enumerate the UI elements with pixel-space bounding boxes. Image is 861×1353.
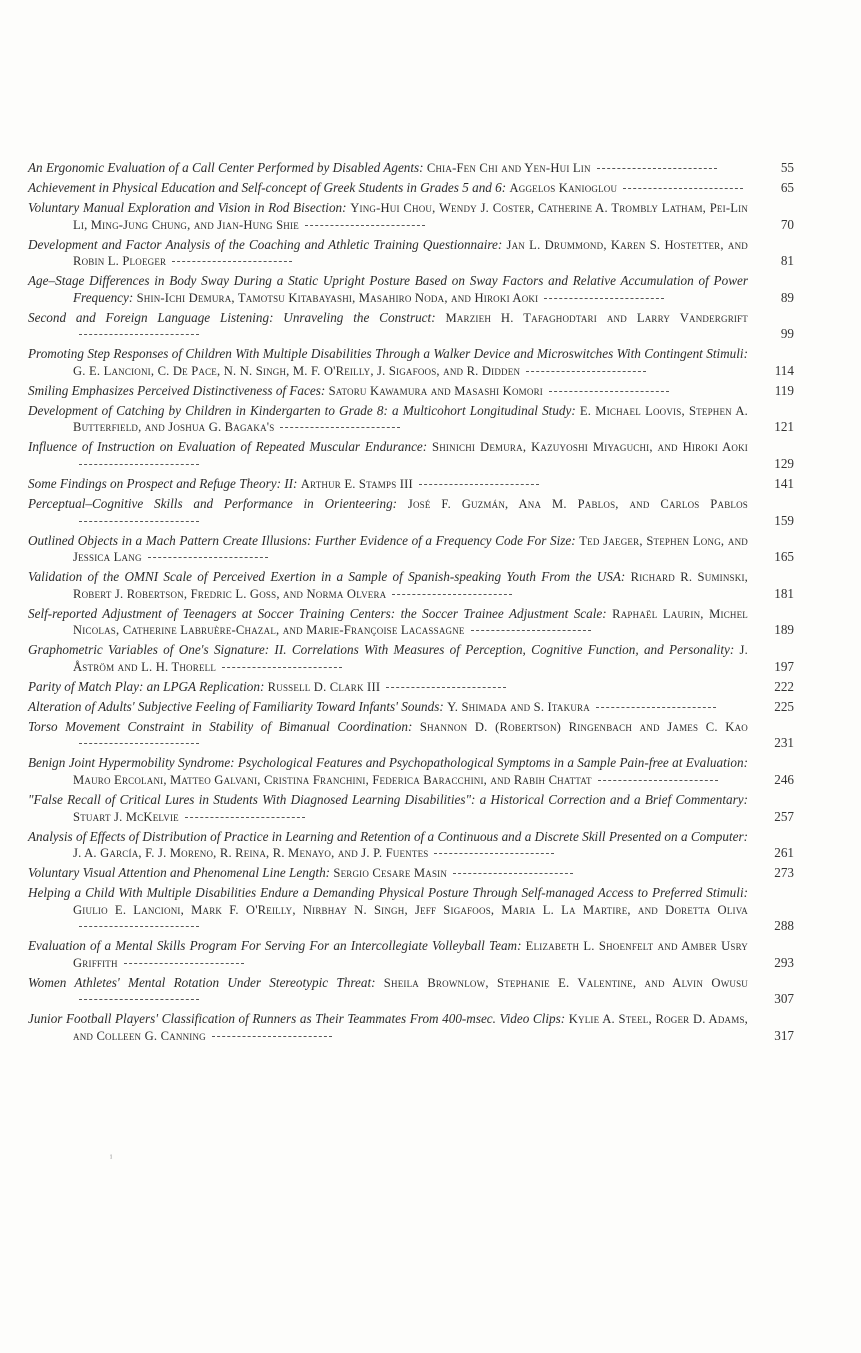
page-number: 141 bbox=[774, 476, 794, 491]
article-authors: Sergio Cesare Masin bbox=[333, 866, 448, 881]
dot-leader bbox=[419, 484, 539, 485]
toc-entry[interactable] bbox=[28, 1011, 798, 1044]
toc-entry-text bbox=[28, 885, 748, 935]
toc-entry-text bbox=[28, 310, 748, 343]
dot-leader bbox=[79, 999, 199, 1000]
page-number: 257 bbox=[774, 808, 794, 824]
article-title: Helping a Child With Multiple Disabilities Endure a Demanding Physical Posture Through Self-managed Access to Preferred Stimuli: bbox=[28, 885, 748, 901]
page-number: 165 bbox=[774, 549, 794, 565]
toc-entry[interactable] bbox=[28, 496, 798, 529]
page-number: 273 bbox=[774, 865, 794, 881]
toc-entry[interactable] bbox=[28, 476, 798, 493]
toc-entry-text bbox=[28, 160, 748, 177]
article-authors: Sheila Brownlow, Stephanie E. Valentine, and Alvin Owusu bbox=[383, 975, 748, 990]
article-authors: Shin-Ichi Demura, Tamotsu Kitabayashi, Masahiro Noda, and Hiroki Aoki bbox=[136, 290, 539, 305]
page-number: 181 bbox=[774, 585, 794, 601]
article-authors: J. A. García, F. J. Moreno, R. Reina, R. Menayo, and J. P. Fuentes bbox=[73, 846, 429, 861]
page-number: 121 bbox=[774, 419, 794, 435]
dot-leader bbox=[623, 188, 743, 189]
toc-entry[interactable] bbox=[28, 755, 798, 788]
article-authors: Shannon D. (Robertson) Ringenbach and James C. Kao bbox=[419, 719, 748, 734]
dot-leader bbox=[392, 594, 512, 595]
article-authors: Raphaël Laurin, Michel Nicolas, Catherine Labruère-Chazal, and Marie-Françoise Lacassagne bbox=[73, 606, 748, 638]
page-speck: ⁱ bbox=[110, 1153, 113, 1165]
page-number: 55 bbox=[780, 160, 794, 175]
page-number: 99 bbox=[780, 326, 794, 342]
toc-entry[interactable] bbox=[28, 533, 798, 566]
page-number: 293 bbox=[774, 954, 794, 970]
toc-entry[interactable] bbox=[28, 346, 798, 379]
article-title: An Ergonomic Evaluation of a Call Center Performed by Disabled Agents: bbox=[28, 160, 424, 175]
toc-entry[interactable] bbox=[28, 237, 798, 270]
toc-entry[interactable] bbox=[28, 383, 798, 400]
toc-entry-text bbox=[28, 792, 748, 825]
toc-entry-text bbox=[28, 476, 748, 493]
article-authors: E. Michael Loovis, Stephen A. Butterfield, and Joshua G. Bagaka's bbox=[73, 403, 748, 435]
article-authors: Jan L. Drummond, Karen S. Hostetter, and Robin L. Ploeger bbox=[73, 237, 749, 269]
article-authors: Russell D. Clark III bbox=[267, 679, 381, 694]
page-number: 119 bbox=[774, 382, 794, 398]
toc-entry[interactable] bbox=[28, 180, 798, 197]
toc-entry-text bbox=[28, 200, 748, 233]
toc-entry[interactable] bbox=[28, 569, 798, 602]
page-number: 222 bbox=[774, 678, 794, 694]
page-number: 70 bbox=[780, 216, 794, 232]
article-title: Influence of Instruction on Evaluation of Repeated Muscular Endurance: bbox=[28, 439, 428, 455]
toc-entry-text bbox=[28, 1011, 748, 1044]
dot-leader bbox=[280, 427, 400, 428]
page-number: 129 bbox=[774, 456, 794, 472]
toc-entry[interactable] bbox=[28, 403, 798, 436]
toc-entry-text bbox=[28, 642, 748, 675]
article-title: Achievement in Physical Education and Self-concept of Greek Students in Grades 5 and 6: bbox=[28, 179, 507, 195]
article-authors: Ted Jaeger, Stephen Long, and Jessica Lang bbox=[73, 533, 749, 565]
article-authors: Satoru Kawamura and Masashi Komori bbox=[328, 383, 543, 398]
toc-entry[interactable] bbox=[28, 719, 798, 752]
article-authors: G. E. Lancioni, C. De Pace, N. N. Singh, M. F. O'Reilly, J. Sigafoos, and R. Didden bbox=[73, 363, 521, 378]
article-title: "False Recall of Critical Lures in Students With Diagnosed Learning Disabilities": a Historical Correction and a Brief Commentary: bbox=[28, 792, 748, 807]
article-title: Some Findings on Prospect and Refuge Theory: II: bbox=[28, 476, 298, 491]
toc-entry-text bbox=[28, 533, 748, 566]
dot-leader bbox=[305, 225, 425, 226]
article-title: Development and Factor Analysis of the Coaching and Athletic Training Questionnaire: bbox=[28, 236, 503, 252]
page-number: 65 bbox=[780, 179, 794, 195]
toc-entry-text bbox=[28, 606, 748, 639]
page-number: 225 bbox=[774, 698, 794, 714]
toc-entry-text bbox=[28, 699, 748, 716]
toc-entry[interactable] bbox=[28, 938, 798, 971]
article-authors: Marzieh H. Tafaghodtari and Larry Vandergrift bbox=[445, 310, 748, 325]
page-number: 261 bbox=[774, 845, 794, 861]
toc-entry[interactable] bbox=[28, 200, 798, 233]
toc-entry-text bbox=[28, 237, 748, 270]
page-number: 189 bbox=[774, 622, 794, 638]
toc-entry-text bbox=[28, 679, 748, 696]
toc-entry-text bbox=[28, 569, 748, 602]
article-authors: José F. Guzmán, Ana M. Pablos, and Carlos Pablos bbox=[407, 496, 749, 511]
article-title: Evaluation of a Mental Skills Program For Serving For an Intercollegiate Volleyball Team: bbox=[28, 938, 522, 954]
article-title: Analysis of Effects of Distribution of Practice in Learning and Retention of a Continuous and a Discrete Skill Presented on a Computer: bbox=[28, 828, 748, 844]
article-authors: Stuart J. McKelvie bbox=[73, 809, 179, 824]
page-number: 159 bbox=[774, 512, 794, 528]
page-number: 197 bbox=[774, 658, 794, 674]
article-title: Voluntary Manual Exploration and Vision in Rod Bisection: bbox=[28, 199, 347, 215]
dot-leader bbox=[596, 707, 716, 708]
article-title: Second and Foreign Language Listening: Unraveling the Construct: bbox=[28, 309, 436, 325]
toc-entry[interactable] bbox=[28, 160, 798, 177]
dot-leader bbox=[79, 926, 199, 927]
toc-entry-text bbox=[28, 273, 748, 306]
dot-leader bbox=[597, 168, 717, 169]
article-title: Perceptual–Cognitive Skills and Performance in Orienteering: bbox=[28, 495, 398, 511]
toc-entry[interactable] bbox=[28, 310, 798, 343]
toc-entry[interactable] bbox=[28, 699, 798, 716]
table-of-contents bbox=[28, 160, 798, 1048]
page-number: 81 bbox=[780, 253, 794, 269]
article-title: Validation of the OMNI Scale of Perceived Exertion in a Sample of Spanish-speaking Youth From the USA: bbox=[28, 569, 626, 585]
dot-leader bbox=[598, 780, 718, 781]
article-title: Development of Catching by Children in Kindergarten to Grade 8: a Multicohort Longitudinal Study: bbox=[28, 402, 576, 418]
page-number: 231 bbox=[774, 735, 794, 751]
dot-leader bbox=[544, 298, 664, 299]
page-number: 307 bbox=[774, 991, 794, 1007]
dot-leader bbox=[172, 261, 292, 262]
dot-leader bbox=[386, 687, 506, 688]
page-number: 89 bbox=[780, 289, 794, 305]
page-number: 317 bbox=[774, 1028, 794, 1044]
article-title: Outlined Objects in a Mach Pattern Create Illusions: Further Evidence of a Frequency Code For Size: bbox=[28, 532, 576, 548]
toc-entry[interactable] bbox=[28, 829, 798, 862]
toc-entry[interactable] bbox=[28, 642, 798, 675]
page-number: 114 bbox=[774, 362, 794, 378]
article-title: Smiling Emphasizes Perceived Distinctiveness of Faces: bbox=[28, 382, 326, 398]
toc-entry-text bbox=[28, 719, 748, 752]
toc-entry-text bbox=[28, 865, 748, 882]
dot-leader bbox=[79, 464, 199, 465]
toc-entry-text bbox=[28, 439, 748, 472]
dot-leader bbox=[549, 391, 669, 392]
article-authors: Elizabeth L. Shoenfelt and Amber Usry Griffith bbox=[73, 939, 748, 970]
article-title: Self-reported Adjustment of Teenagers at Soccer Training Centers: the Soccer Trainee Adjustment Scale: bbox=[28, 605, 607, 621]
toc-entry[interactable] bbox=[28, 606, 798, 639]
article-title: Promoting Step Responses of Children With Multiple Disabilities Through a Walker Device and Microswitches With Contingent Stimuli: bbox=[28, 346, 748, 362]
article-authors: J. Åström and L. H. Thorell bbox=[73, 643, 748, 674]
article-authors: Richard R. Suminski, Robert J. Robertson, Fredric L. Goss, and Norma Olvera bbox=[73, 570, 749, 601]
article-authors: Chia-Fen Chi and Yen-Hui Lin bbox=[426, 161, 591, 175]
article-title: Torso Movement Constraint in Stability of Bimanual Coordination: bbox=[28, 718, 413, 734]
article-authors: Kylie A. Steel, Roger D. Adams, and Colleen G. Canning bbox=[73, 1012, 749, 1044]
page-number: 288 bbox=[774, 918, 794, 934]
page-number: 246 bbox=[774, 772, 794, 788]
dot-leader bbox=[79, 334, 199, 335]
dot-leader bbox=[148, 557, 268, 558]
article-authors: Y. Shimada and S. Itakura bbox=[447, 699, 590, 714]
dot-leader bbox=[212, 1036, 332, 1037]
toc-entry-text bbox=[28, 346, 748, 379]
dot-leader bbox=[526, 371, 646, 372]
dot-leader bbox=[79, 743, 199, 744]
article-title: Women Athletes' Mental Rotation Under Stereotypic Threat: bbox=[28, 974, 376, 990]
toc-entry[interactable] bbox=[28, 679, 798, 696]
article-title: Alteration of Adults' Subjective Feeling of Familiarity Toward Infants' Sounds: bbox=[28, 698, 444, 714]
dot-leader bbox=[79, 521, 199, 522]
dot-leader bbox=[471, 630, 591, 631]
dot-leader bbox=[434, 853, 554, 854]
dot-leader bbox=[185, 817, 305, 818]
article-authors: Mauro Ercolani, Matteo Galvani, Cristina Franchini, Federica Baracchini, and Rabih Chattat bbox=[73, 773, 592, 788]
dot-leader bbox=[124, 963, 244, 964]
article-authors: Ying-Hui Chou, Wendy J. Coster, Catherine A. Trombly Latham, Pei-Lin Li, Ming-Jung Chung, and Jian-Hung Shie bbox=[73, 200, 749, 232]
toc-entry-text bbox=[28, 975, 748, 1008]
article-authors: Giulio E. Lancioni, Mark F. O'Reilly, Nirbhay N. Singh, Jeff Sigafoos, Maria L. La Martire, and Doretta Oliva bbox=[73, 902, 748, 917]
toc-entry[interactable] bbox=[28, 975, 798, 1008]
article-title: Junior Football Players' Classification of Runners as Their Teammates From 400-msec. Video Clips: bbox=[28, 1011, 566, 1027]
article-title: Age–Stage Differences in Body Sway During a Static Upright Posture Based on Sway Factors and Relative Accumulation of Power Frequency: bbox=[28, 273, 748, 305]
article-authors: Aggelos Kanioglou bbox=[509, 180, 618, 195]
dot-leader bbox=[222, 667, 342, 668]
toc-entry-text bbox=[28, 938, 748, 971]
article-title: Graphometric Variables of One's Signature: II. Correlations With Measures of Perception, Cognitive Function, and Personality: bbox=[28, 642, 735, 658]
toc-entry[interactable] bbox=[28, 792, 798, 825]
toc-entry[interactable] bbox=[28, 885, 798, 935]
toc-entry[interactable] bbox=[28, 273, 798, 306]
toc-entry[interactable] bbox=[28, 865, 798, 882]
article-title: Voluntary Visual Attention and Phenomenal Line Length: bbox=[28, 865, 331, 881]
dot-leader bbox=[453, 873, 573, 874]
article-title: Parity of Match Play: an LPGA Replication: bbox=[28, 678, 265, 694]
toc-entry-text bbox=[28, 180, 748, 197]
article-title: Benign Joint Hypermobility Syndrome: Psychological Features and Psychopathological Symptoms in a Sample Pain-free at Evaluation: bbox=[28, 755, 748, 771]
article-authors: Arthur E. Stamps III bbox=[300, 477, 413, 491]
toc-entry-text bbox=[28, 496, 748, 529]
toc-entry-text bbox=[28, 755, 748, 788]
toc-entry-text bbox=[28, 383, 748, 400]
article-authors: Shinichi Demura, Kazuyoshi Miyaguchi, and Hiroki Aoki bbox=[432, 440, 749, 455]
toc-entry-text bbox=[28, 403, 748, 436]
toc-entry-text bbox=[28, 829, 748, 862]
toc-entry[interactable] bbox=[28, 439, 798, 472]
